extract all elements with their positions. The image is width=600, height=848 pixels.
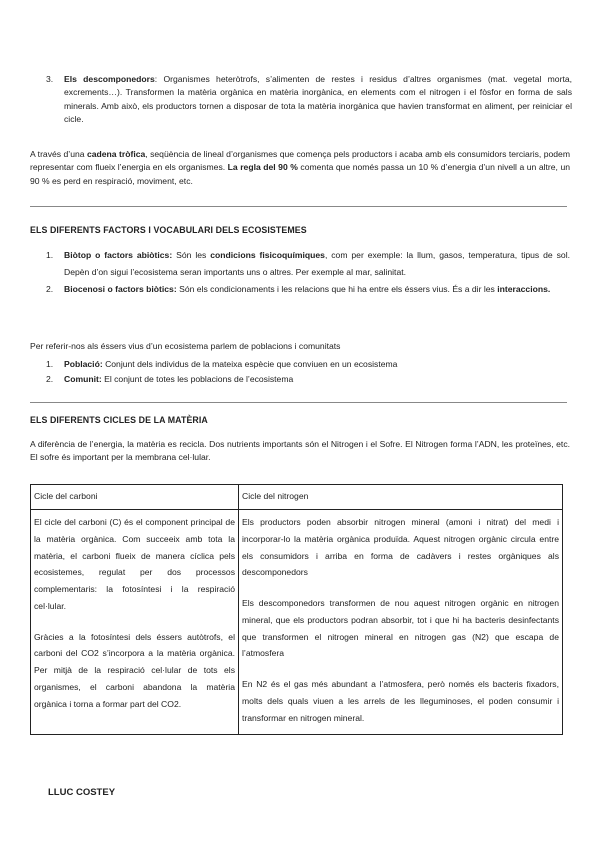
section-heading-factors: ELS DIFERENTS FACTORS I VOCABULARI DELS ECOSISTEMES <box>30 225 307 235</box>
factors-list <box>46 247 570 297</box>
decomposers-term: Els descomponedors <box>64 74 155 84</box>
decomposers-item <box>46 73 572 126</box>
table-row <box>31 510 563 735</box>
nitrogen-cycle-cell: Els productors poden absorbir nitrogen mineral (amoni i nitrat) del medi i incorporar-lo la matèria orgànica produïda. Aquest nitrogen orgànic circula entre els consumidors i arriba en forma de cadàvers i restes orgàniques als descomponedors Els descomponedors transformen de nou aquest nitrogen orgànic en nitrogen mineral, que els productors podran absorbir, tot i que hi ha bacteris desinfectants que transformen el nitrogen mineral en nitrogen gas (N2) que escapa de l’atmosfera En N2 és el gas més abundant a l’atmosfera, però només els bacteris fixadors, molts dels quals viuen a les arrels de les lleguminoses, el poden consumir i transformar en nitrogen mineral. <box>239 510 563 735</box>
ninety-percent-rule: La regla del 90 % <box>227 162 298 173</box>
populations-intro: Per referir-nos als éssers vius d’un ecosistema parlem de poblacions i comunitats <box>30 341 341 351</box>
list-item: 2. Comunit: El conjunt de totes les poblacions de l’ecosistema <box>46 374 294 385</box>
section-heading-cycles: ELS DIFERENTS CICLES DE LA MATÈRIA <box>30 415 208 425</box>
populations-list <box>46 357 570 387</box>
decomposers-text: : Organismes heteròtrofs, s’alimenten de restes i residus d’altres organismes (mat. vegetal morta, excrements…). Transformen la matèria orgànica en matèria inorgànica, en elements com el nitrogen i el fòsfor en forma de sals minerals. Amb això, els productors tornen a disposar de tota la matèria inorgànica que havien transformat en aliment, per reiniciar el cicle. <box>64 74 572 124</box>
list-item: 2. Biocenosi o factors biòtics: Són els condicionaments i les relacions que hi ha entre els éssers vius. És a dir les interaccions. <box>46 283 551 294</box>
divider <box>30 402 567 403</box>
table-header-carbon: Cicle del carboni <box>31 485 239 510</box>
carbon-cycle-cell: El cicle del carboni (C) és el component principal de la matèria orgànica. Com succeeix amb tota la matèria, el carboni flueix de manera cíclica pels ecosistemes, regulat per dos processos complementaris: la fotosíntesi i la respiració cel·lular. Gràcies a la fotosíntesi dels éssers autòtrofs, el carboni del CO2 s’incorpora a la matèria orgànica. Per mitjà de la respiració cel·lular de tots els organismes, el carboni abandona la matèria orgànica i torna a formar part del CO2. <box>31 510 239 735</box>
list-item: 1. Biòtop o factors abiòtics: Són les condicions fisicoquímiques, com per exemple: la llum, gasos, temperatura, tipus de sol. Depèn d’on sigui l’ecosistema seran importants uns o altres. Per exemple al mar, salinitat. <box>46 250 570 277</box>
table-header-nitrogen: Cicle del nitrogen <box>239 485 563 510</box>
trophic-chain-paragraph: A través d’una cadena tròfica, seqüència de lineal d’organismes que comença pels productors i acaba amb els consumidors terciaris, podem representar com flueix l’energia en els organismes. La regla del 90 % comenta que només passa un 10 % d’energia d’un nivell a un altre, un 90 % es perd en respiració, moviment, etc. <box>30 149 570 186</box>
author-name: LLUC COSTEY <box>48 787 116 798</box>
divider <box>30 206 567 207</box>
list-item: 1. Població: Conjunt dels individus de la mateixa espècie que conviuen en un ecosistema <box>46 359 398 369</box>
cycles-paragraph: A diferència de l’energia, la matèria es recicla. Dos nutrients importants són el Nitrogen i el Sofre. El Nitrogen forma l’ADN, les proteïnes, etc. El sofre és important per la membrana cel·lular. <box>30 439 570 463</box>
table-header-row <box>31 485 563 510</box>
trophic-chain-term: cadena tròfica <box>86 149 146 159</box>
cycles-table <box>30 484 563 735</box>
list-number: 3. <box>46 74 54 84</box>
